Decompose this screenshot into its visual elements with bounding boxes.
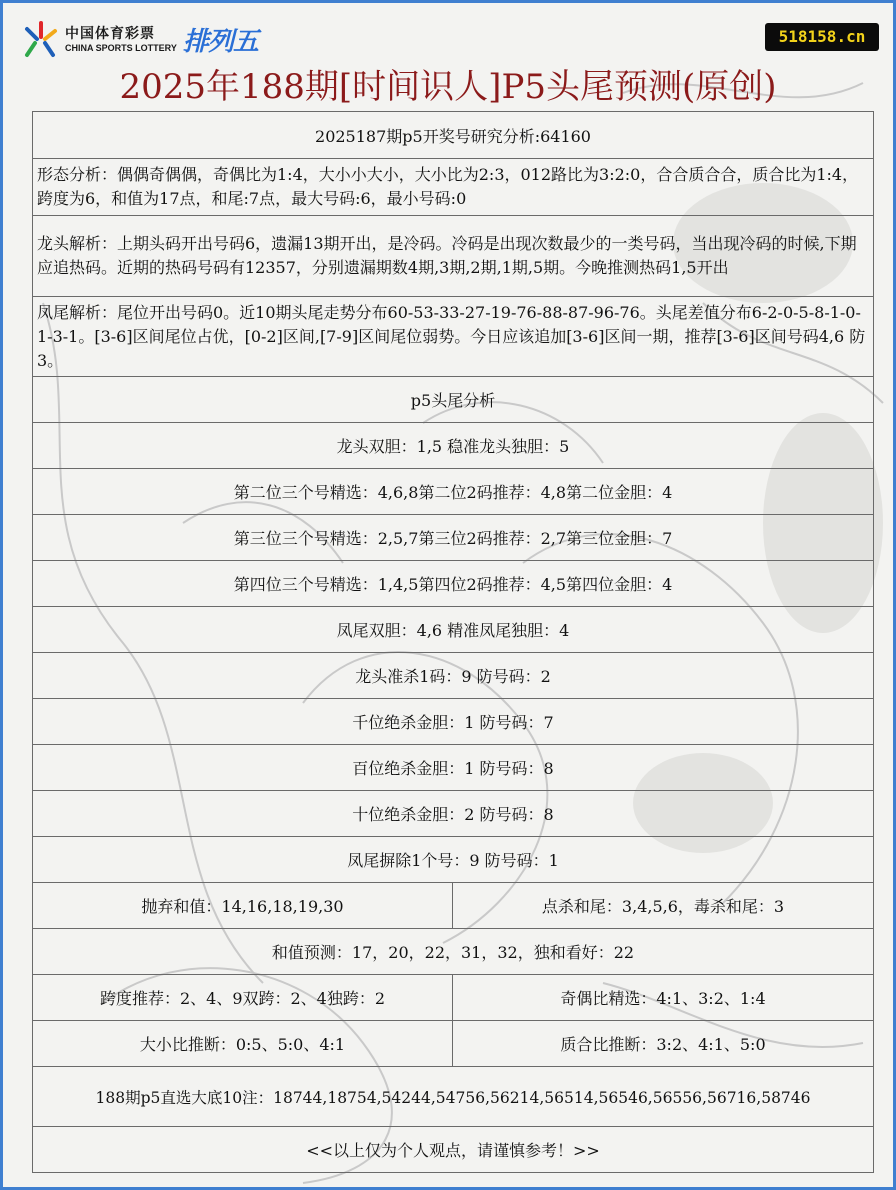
table-row: [33, 515, 874, 561]
table-row: [33, 975, 874, 1021]
page-title: 2025年188期[时间识人]P5头尾预测(原创): [119, 67, 777, 107]
tail-analysis-cell: 凤尾解析：尾位开出号码0。近10期头尾走势分布60-53-33-27-19-76-88-87-96-76。头尾差值分布6-2-0-5-8-1-0-1-3-1。[3-6]区间尾位占优，[0-2]区间,[7-9]区间尾位弱势。今日应该追加[3-6]区间一期，推荐[3-6]区间号码4,6 防3。: [33, 297, 874, 377]
direct-bets-cell: 188期p5直选大底10注：18744,18754,54244,54756,56214,56514,56546,56556,56716,58746: [33, 1067, 874, 1127]
table-row: [33, 1067, 874, 1127]
sum-tail-kill-cell: 点杀和尾：3,4,5,6，毒杀和尾：3: [453, 883, 874, 929]
sum-predict-cell: 和值预测：17，20，22，31，32，独和看好：22: [33, 929, 874, 975]
section-title-cell: p5头尾分析: [33, 377, 874, 423]
table-row: [33, 883, 874, 929]
site-badge[interactable]: 518158.cn: [765, 23, 879, 51]
table-row: [33, 1127, 874, 1173]
table-row: [33, 699, 874, 745]
hundreds-kill-cell: 百位绝杀金胆：1 防号码：8: [33, 745, 874, 791]
logo-chinese-text: 中国体育彩票: [65, 26, 155, 42]
table-row: [33, 216, 874, 297]
table-row: [33, 1021, 874, 1067]
logo-game-name: 排列五: [183, 27, 259, 57]
odd-even-cell: 奇偶比精选：4:1、3:2、1:4: [453, 975, 874, 1021]
head-kill-cell: 龙头准杀1码：9 防号码：2: [33, 653, 874, 699]
form-analysis-cell: 形态分析：偶偶奇偶偶，奇偶比为1:4，大小小大小，大小比为2:3，012路比为3:2:0，合合质合合，质合比为1:4，跨度为6，和值为17点，和尾:7点，最大号码:6，最小号码:0: [33, 159, 874, 216]
position-3-cell: 第三位三个号精选：2,5,7第三位2码推荐：2,7第三位金胆：7: [33, 515, 874, 561]
table-row: [33, 297, 874, 377]
prediction-table: [32, 111, 874, 1173]
logo-english-text: CHINA SPORTS LOTTERY: [65, 43, 177, 53]
table-row: [33, 159, 874, 216]
tens-kill-cell: 十位绝杀金胆：2 防号码：8: [33, 791, 874, 837]
head-analysis-cell: 龙头解析：上期头码开出号码6，遗漏13期开出，是冷码。冷码是出现次数最少的一类号码，当出现冷码的时候,下期应追热码。近期的热码号码有12357，分别遗漏期数4期,3期,2期,1期,5期。今晚推测热码1,5开出: [33, 216, 874, 297]
prime-composite-cell: 质合比推断：3:2、4:1、5:0: [453, 1021, 874, 1067]
tail-pick-cell: 凤尾双胆：4,6 精准凤尾独胆：4: [33, 607, 874, 653]
span-pick-cell: 跨度推荐：2、4、9双跨：2、4独跨：2: [33, 975, 453, 1021]
big-small-cell: 大小比推断：0:5、5:0、4:1: [33, 1021, 453, 1067]
prev-result-cell: 2025187期p5开奖号研究分析:64160: [33, 112, 874, 159]
table-row: [33, 423, 874, 469]
tail-exclude-cell: 凤尾摒除1个号：9 防号码：1: [33, 837, 874, 883]
head-pick-cell: 龙头双胆：1,5 稳准龙头独胆：5: [33, 423, 874, 469]
table-row: [33, 653, 874, 699]
lottery-mark-icon: [23, 21, 59, 59]
table-row: [33, 837, 874, 883]
table-row: [33, 112, 874, 159]
table-row: [33, 561, 874, 607]
table-row: [33, 377, 874, 423]
sum-drop-cell: 抛弃和值：14,16,18,19,30: [33, 883, 453, 929]
table-row: [33, 791, 874, 837]
position-2-cell: 第二位三个号精选：4,6,8第二位2码推荐：4,8第二位金胆：4: [33, 469, 874, 515]
table-row: [33, 469, 874, 515]
lottery-logo: [23, 19, 283, 63]
position-4-cell: 第四位三个号精选：1,4,5第四位2码推荐：4,5第四位金胆：4: [33, 561, 874, 607]
footer-note-cell: <<以上仅为个人观点，请谨慎参考！>>: [33, 1127, 874, 1173]
table-row: [33, 929, 874, 975]
table-row: [33, 745, 874, 791]
thousands-kill-cell: 千位绝杀金胆：1 防号码：7: [33, 699, 874, 745]
table-row: [33, 607, 874, 653]
